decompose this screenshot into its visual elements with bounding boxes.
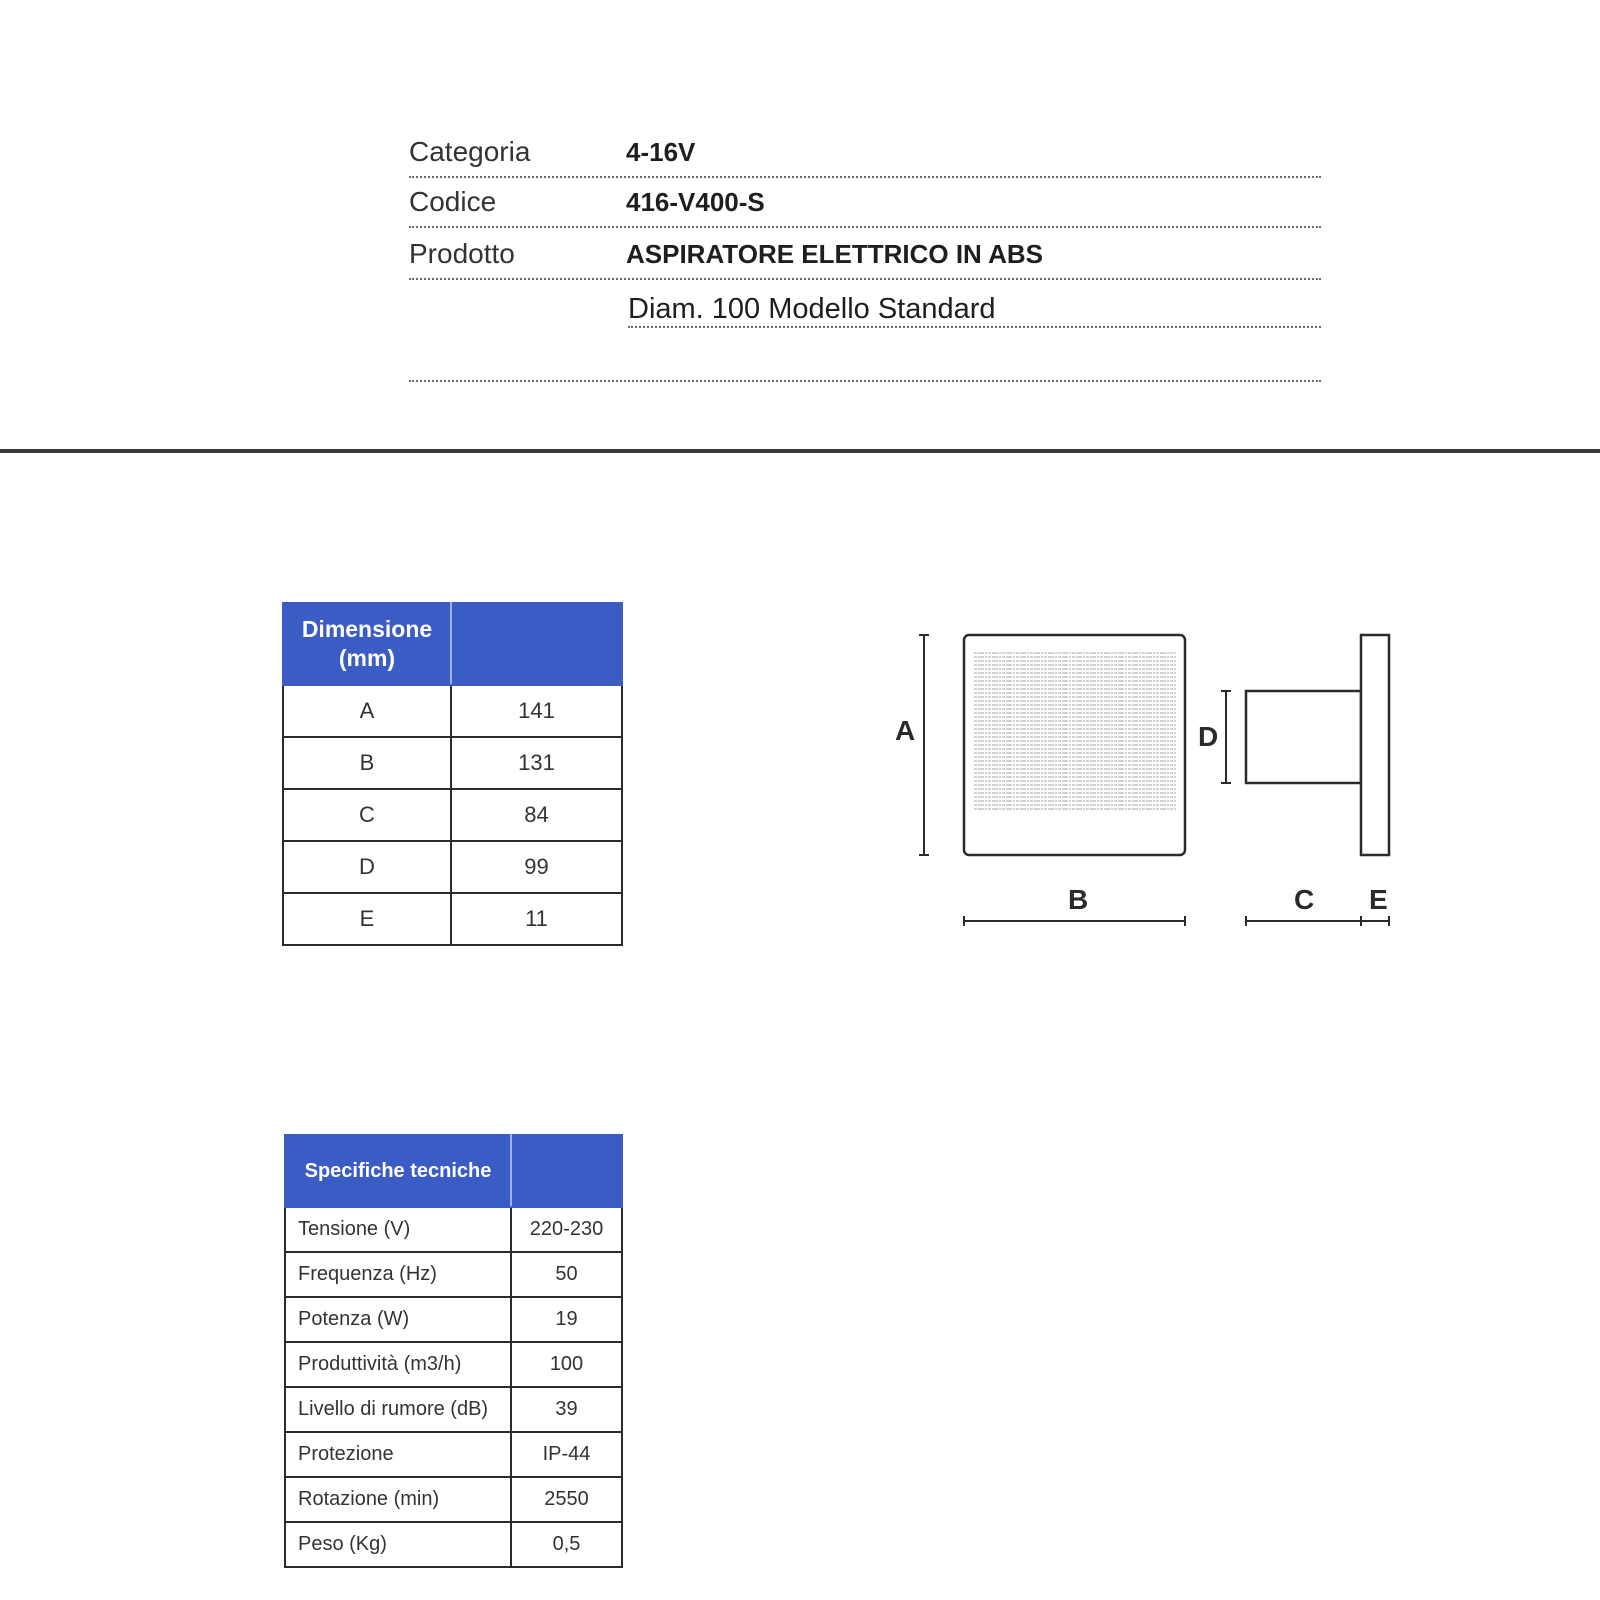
table-row (285, 1252, 622, 1297)
dimension-key: E (283, 893, 451, 945)
side-view (1246, 635, 1389, 855)
code-value: 416-V400-S (626, 187, 765, 217)
label-a: A (895, 715, 916, 746)
table-row (283, 893, 622, 945)
product-row (409, 228, 1321, 280)
table-row (285, 1522, 622, 1567)
table-row (283, 685, 622, 737)
table-row (285, 1342, 622, 1387)
label-e: E (1369, 884, 1388, 915)
dimensions-table (282, 602, 623, 946)
dimension-key: D (283, 841, 451, 893)
spec-key: Produttività (m3/h) (285, 1342, 511, 1387)
product-label: Prodotto (409, 238, 515, 269)
spec-key: Rotazione (min) (285, 1477, 511, 1522)
code-row (409, 178, 1321, 228)
front-view (964, 635, 1185, 855)
spec-key: Protezione (285, 1432, 511, 1477)
category-row (409, 130, 1321, 178)
table-row (285, 1207, 622, 1252)
table-row (285, 1387, 622, 1432)
spec-value: 19 (511, 1297, 622, 1342)
spec-key: Peso (Kg) (285, 1522, 511, 1567)
spec-value: 2550 (511, 1477, 622, 1522)
spec-value: 100 (511, 1342, 622, 1387)
dimensions-header-line1: Dimensione (301, 616, 433, 643)
label-b: B (1068, 884, 1089, 915)
spec-key: Tensione (V) (285, 1207, 511, 1252)
category-label: Categoria (409, 136, 531, 167)
spec-value: 220-230 (511, 1207, 622, 1252)
specs-table (284, 1134, 623, 1568)
table-row (283, 841, 622, 893)
specs-header: Specifiche tecniche (285, 1135, 511, 1207)
dimensions-header-blank (451, 603, 622, 685)
specs-header-blank (511, 1135, 622, 1207)
dimension-value: 141 (451, 685, 622, 737)
spec-key: Livello di rumore (dB) (285, 1387, 511, 1432)
dimension-key: B (283, 737, 451, 789)
dimensions-header-line2: (mm) (338, 645, 396, 671)
product-info (409, 130, 1321, 382)
table-row (283, 737, 622, 789)
dimension-line-b (964, 916, 1185, 926)
category-value: 4-16V (626, 137, 696, 167)
dimension-value: 131 (451, 737, 622, 789)
dimensions-header (283, 603, 451, 685)
fan-drawing-svg (880, 615, 1400, 935)
specs-table-header (285, 1135, 622, 1207)
dimension-value: 84 (451, 789, 622, 841)
table-row (285, 1432, 622, 1477)
dimension-key: C (283, 789, 451, 841)
table-row (285, 1297, 622, 1342)
dimension-value: 11 (451, 893, 622, 945)
dimension-value: 99 (451, 841, 622, 893)
code-label: Codice (409, 186, 497, 217)
spec-key: Potenza (W) (285, 1297, 511, 1342)
dimensions-table-header (283, 603, 622, 685)
table-row (285, 1477, 622, 1522)
product-detail-row (409, 280, 1321, 328)
label-c: C (1294, 884, 1315, 915)
spec-value: IP-44 (511, 1432, 622, 1477)
product-detail: Diam. 100 Modello Standard (628, 293, 996, 325)
dimension-key: A (283, 685, 451, 737)
spec-key: Frequenza (Hz) (285, 1252, 511, 1297)
product-value: ASPIRATORE ELETTRICO IN ABS (626, 239, 1043, 269)
spec-value: 39 (511, 1387, 622, 1432)
label-d: D (1198, 721, 1219, 752)
table-row (283, 789, 622, 841)
dimension-line-d (1221, 691, 1231, 783)
spec-value: 50 (511, 1252, 622, 1297)
spec-value: 0,5 (511, 1522, 622, 1567)
dimension-line-a (919, 635, 929, 855)
section-separator (0, 449, 1600, 453)
dimension-line-ce (1246, 916, 1389, 926)
fan-dimension-drawing (880, 615, 1400, 935)
empty-row (409, 328, 1321, 382)
